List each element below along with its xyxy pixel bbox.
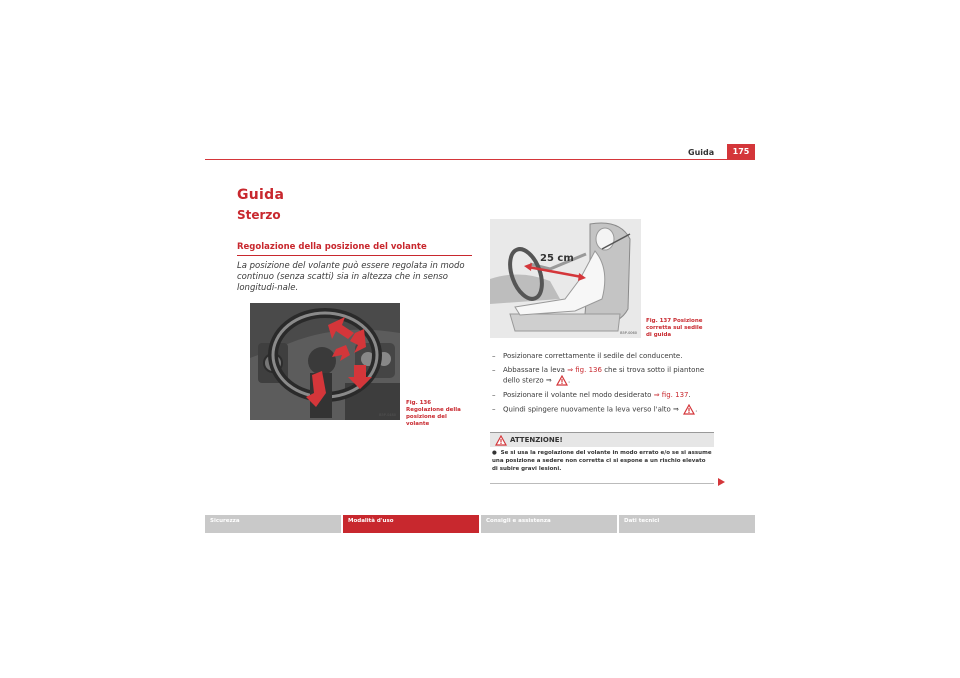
warning-triangle-icon[interactable] <box>556 375 568 386</box>
figure-code: B5P-0480 <box>379 413 396 417</box>
section-heading: Regolazione della posizione del volante <box>237 242 427 252</box>
seating-position-illustration <box>490 219 641 338</box>
chapter-title: Guida <box>237 187 285 203</box>
figure-seating-position <box>490 219 641 338</box>
page-number: 175 <box>727 144 755 159</box>
list-item: – Abbassare la leva ⇒ fig. 136 che si trova sotto il piantone dello sterzo ⇒ . <box>492 366 705 385</box>
figure-caption-137: Fig. 137 Posizione corretta sul sedile di guida <box>646 318 703 338</box>
tab-dati-tecnici[interactable]: Dati tecnici <box>619 515 755 533</box>
warning-box <box>490 432 714 484</box>
bullet-icon: ● <box>492 450 501 456</box>
list-item: – Posizionare correttamente il sedile del conducente. <box>492 352 683 360</box>
continue-arrow-icon[interactable] <box>717 478 725 486</box>
list-item: – Posizionare il volante nel modo desiderato ⇒ fig. 137. <box>492 391 691 399</box>
section-rule <box>237 255 472 256</box>
header-rule <box>205 159 755 160</box>
figure-link-137[interactable]: ⇒ fig. 137 <box>653 391 689 399</box>
tab-sicurezza[interactable]: Sicurezza <box>205 515 341 533</box>
figure-steering-wheel <box>250 303 400 420</box>
figure-link-136[interactable]: ⇒ fig. 136 <box>567 366 602 374</box>
running-header-title: Guida <box>688 148 715 157</box>
footer-nav <box>205 515 755 533</box>
intro-paragraph: La posizione del volante può essere regolata in modo continuo (senza scatti) sia in altezza che in senso longitudi-nale. <box>237 261 465 293</box>
chapter-subtitle: Sterzo <box>237 208 281 222</box>
list-item: – Quindi spingere nuovamente la leva verso l'alto ⇒ . <box>492 405 698 414</box>
instruction-steps <box>492 351 722 419</box>
figure-code: B5P-0060 <box>620 331 637 335</box>
distance-label: 25 cm <box>540 253 574 264</box>
steering-wheel-illustration <box>250 303 400 420</box>
warning-triangle-icon <box>495 435 507 446</box>
warning-header <box>490 433 714 447</box>
warning-text: ● Se si usa la regolazione del volante in modo errato e/o se si assume una posizione a sedere non corretta ci si espone a un rischio elevato di subire gravi lesioni. <box>492 450 712 472</box>
warning-triangle-icon[interactable] <box>683 404 695 415</box>
figure-caption-136: Fig. 136 Regolazione della posizione del volante <box>406 400 461 427</box>
warning-title: ATTENZIONE! <box>510 436 563 444</box>
tab-modalita-duso[interactable]: Modalità d'uso <box>343 515 479 533</box>
tab-consigli-assistenza[interactable]: Consigli e assistenza <box>481 515 617 533</box>
